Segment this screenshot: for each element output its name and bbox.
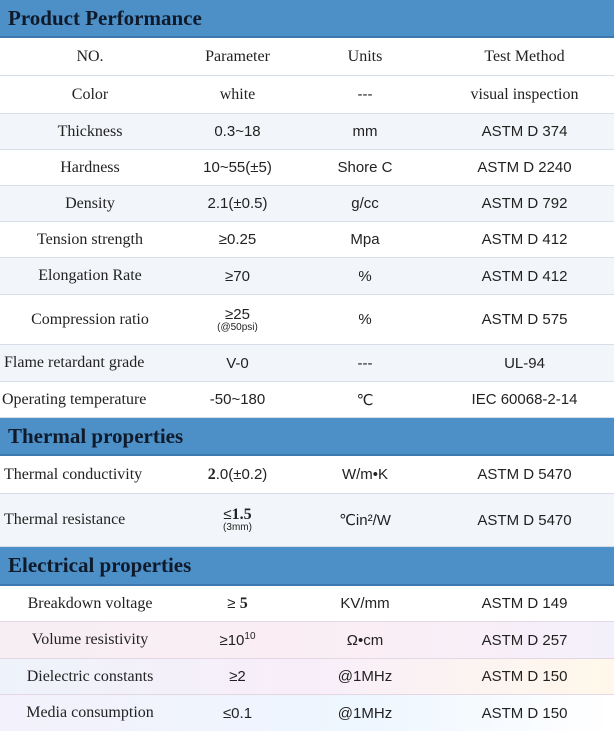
row-value: V-0 <box>226 354 249 372</box>
row-method: ASTM D 5470 <box>477 466 572 483</box>
row-value: -50~180 <box>209 391 266 408</box>
section-header-thermal <box>0 418 614 456</box>
value-rest: .0(±0.2) <box>215 465 268 483</box>
row-label: Thermal conductivity <box>4 465 143 483</box>
row-label: Hardness <box>60 158 120 176</box>
row-unit: @1MHz <box>337 668 393 685</box>
table-row <box>0 659 614 695</box>
row-label: Flame retardant grade <box>4 354 145 371</box>
row-unit: W/m•K <box>341 466 389 483</box>
row-unit: ℃ <box>356 391 374 409</box>
row-unit: % <box>358 267 372 285</box>
table-row <box>0 76 614 114</box>
column-header-no: NO. <box>76 47 104 65</box>
row-label: Elongation Rate <box>38 267 142 284</box>
row-method: ASTM D 257 <box>481 631 568 649</box>
table-row <box>0 150 614 186</box>
table-row <box>0 494 614 547</box>
table-header-row <box>0 38 614 76</box>
table-row <box>0 695 614 731</box>
row-value: ≥2 <box>229 668 246 685</box>
row-method: ASTM D 150 <box>481 668 568 685</box>
row-method: ASTM D 149 <box>481 595 568 612</box>
row-label: Operating temperature <box>2 390 147 408</box>
row-value: ≥70 <box>225 267 250 285</box>
table-row <box>0 622 614 659</box>
row-method: ASTM D 150 <box>481 704 568 722</box>
row-value: 10~55(±5) <box>203 159 272 176</box>
table-row <box>0 114 614 150</box>
row-method: ASTM D 5470 <box>477 511 572 529</box>
value-prefix: ≤ <box>223 506 232 523</box>
value-main: ≥25 <box>225 305 250 323</box>
value-bold: 2 <box>207 465 216 483</box>
row-unit: KV/mm <box>340 595 390 612</box>
row-unit: % <box>358 311 372 328</box>
row-value: ≤0.1 <box>222 704 253 722</box>
row-label: Dielectric constants <box>26 667 154 685</box>
row-value: ≥0.25 <box>218 231 257 248</box>
row-value <box>180 466 295 484</box>
row-value <box>180 595 295 613</box>
row-label: Compression ratio <box>31 310 149 328</box>
row-label: Density <box>65 194 115 212</box>
row-label: Media consumption <box>26 704 154 721</box>
row-method: ASTM D 2240 <box>477 159 572 176</box>
row-unit: g/cc <box>351 195 379 212</box>
table-row <box>0 382 614 418</box>
row-unit: Mpa <box>350 231 380 248</box>
row-value <box>180 507 295 533</box>
row-method: IEC 60068-2-14 <box>471 391 578 408</box>
row-method: ASTM D 412 <box>481 231 568 248</box>
row-label: Volume resistivity <box>31 631 149 648</box>
row-unit: --- <box>357 86 373 103</box>
row-unit: ℃in²/W <box>339 512 391 529</box>
row-value: 0.3~18 <box>214 123 261 140</box>
row-unit: mm <box>352 123 378 140</box>
row-method: ASTM D 374 <box>481 123 568 140</box>
row-unit: Ω•cm <box>346 631 384 649</box>
section-header-product <box>0 0 614 38</box>
column-header-parameter: Parameter <box>205 47 270 65</box>
row-label: Tension strength <box>37 230 143 248</box>
table-row <box>0 345 614 382</box>
table-row <box>0 258 614 295</box>
row-method: UL-94 <box>504 354 545 372</box>
row-unit: --- <box>357 354 373 372</box>
table-row <box>0 186 614 222</box>
value-bold: 5 <box>239 594 248 612</box>
section-title: Electrical properties <box>8 553 192 577</box>
column-header-test-method: Test Method <box>484 47 565 65</box>
row-label: Color <box>71 85 109 103</box>
row-unit: @1MHz <box>337 704 393 722</box>
table-row <box>0 586 614 622</box>
table-row <box>0 222 614 258</box>
value-exponent: 10 <box>244 631 256 642</box>
table-row <box>0 456 614 494</box>
row-method: visual inspection <box>470 85 579 103</box>
row-method: ASTM D 792 <box>481 195 568 212</box>
row-value: 2.1(±0.5) <box>207 195 268 212</box>
electrical-table <box>0 586 614 731</box>
section-title: Product Performance <box>8 5 202 30</box>
value-note: (@50psi) <box>217 321 258 333</box>
section-header-electrical <box>0 547 614 586</box>
value-bold: 1.5 <box>231 506 252 523</box>
value-prefix: ≥10 <box>219 632 245 649</box>
section-title: Thermal properties <box>8 423 184 448</box>
row-value <box>180 631 295 649</box>
table-row <box>0 295 614 345</box>
row-method: ASTM D 575 <box>481 311 568 328</box>
row-unit: Shore C <box>337 159 393 176</box>
row-method: ASTM D 412 <box>481 267 568 285</box>
row-label: Thermal resistance <box>4 511 126 528</box>
column-header-units: Units <box>347 47 383 65</box>
value-note: (3mm) <box>223 522 252 533</box>
row-label: Breakdown voltage <box>27 594 153 612</box>
value-prefix: ≥ <box>227 594 236 612</box>
row-value <box>180 307 295 333</box>
row-value: white <box>219 85 256 103</box>
row-label: Thickness <box>57 122 123 140</box>
